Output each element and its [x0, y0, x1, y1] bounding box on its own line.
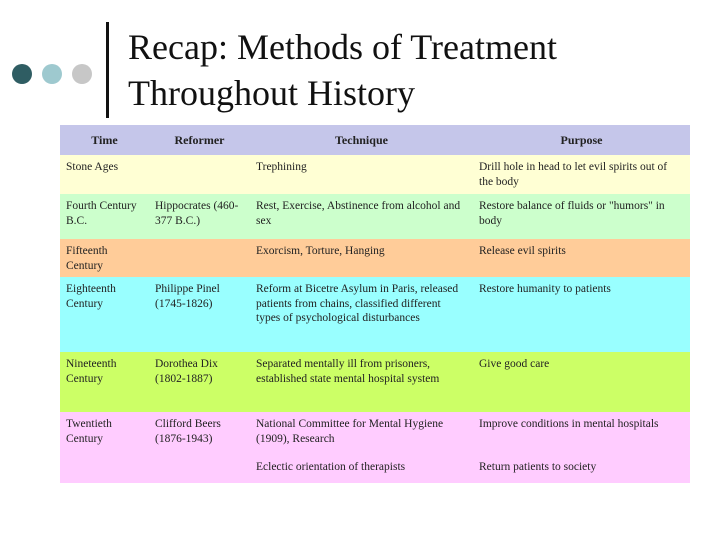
table-row — [60, 239, 690, 277]
cell-time: Stone Ages — [60, 155, 149, 194]
cell-time: Nineteenth Century — [60, 352, 149, 412]
cell-time: Twentieth Century — [60, 412, 149, 455]
title-divider — [106, 22, 109, 118]
cell-technique: Trephining — [250, 155, 473, 194]
cell-time — [60, 455, 149, 483]
decorative-dots — [12, 64, 94, 86]
cell-reformer: Hippocrates (460-377 B.C.) — [149, 194, 250, 239]
cell-technique: Rest, Exercise, Abstinence from alcohol and sex — [250, 194, 473, 239]
slide-title — [128, 24, 708, 116]
cell-reformer — [149, 239, 250, 277]
slide-title-line-1: Recap: Methods of Treatment — [128, 27, 557, 67]
cell-technique: Separated mentally ill from prisoners, established state mental hospital system — [250, 352, 473, 412]
cell-time: Eighteenth Century — [60, 277, 149, 352]
cell-purpose: Restore balance of fluids or "humors" in body — [473, 194, 690, 239]
header-purpose: Purpose — [473, 125, 690, 155]
cell-technique: Exorcism, Torture, Hanging — [250, 239, 473, 277]
cell-purpose: Release evil spirits — [473, 239, 690, 277]
header-reformer: Reformer — [149, 125, 250, 155]
header-time: Time — [60, 125, 149, 155]
dot-light-icon — [42, 64, 62, 84]
table-row — [60, 412, 690, 455]
cell-purpose: Give good care — [473, 352, 690, 412]
cell-purpose: Drill hole in head to let evil spirits out of the body — [473, 155, 690, 194]
table-header-row — [60, 125, 690, 155]
cell-reformer: Clifford Beers (1876-1943) — [149, 412, 250, 455]
table-row — [60, 155, 690, 194]
cell-purpose: Improve conditions in mental hospitals — [473, 412, 690, 455]
cell-technique: Reform at Bicetre Asylum in Paris, released patients from chains, classified different types of psychological disturbances — [250, 277, 473, 352]
cell-time: Fourth Century B.C. — [60, 194, 149, 239]
cell-technique: National Committee for Mental Hygiene (1909), Research — [250, 412, 473, 455]
table-row — [60, 455, 690, 483]
dot-dark-icon — [12, 64, 32, 84]
cell-time: Fifteenth Century — [60, 239, 149, 277]
cell-reformer — [149, 155, 250, 194]
header-technique: Technique — [250, 125, 473, 155]
slide-title-line-2: Throughout History — [128, 73, 415, 113]
treatment-history-table — [60, 125, 690, 483]
cell-purpose: Restore humanity to patients — [473, 277, 690, 352]
cell-reformer — [149, 455, 250, 483]
table-row — [60, 194, 690, 239]
table-row — [60, 277, 690, 352]
cell-reformer: Dorothea Dix (1802-1887) — [149, 352, 250, 412]
cell-technique: Eclectic orientation of therapists — [250, 455, 473, 483]
cell-purpose: Return patients to society — [473, 455, 690, 483]
dot-gray-icon — [72, 64, 92, 84]
table-row — [60, 352, 690, 412]
cell-reformer: Philippe Pinel (1745-1826) — [149, 277, 250, 352]
